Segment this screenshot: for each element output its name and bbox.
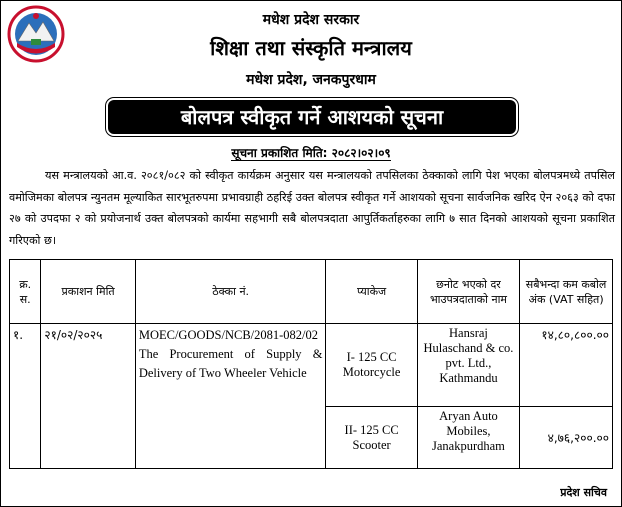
cell-amount-1: १४,८०,८००.०० xyxy=(520,324,613,407)
notice-body: यस मन्त्रालयको आ.व. २०८१/०८२ को स्वीकृत कार्यक्रम अनुसार यस मन्त्रालयको तपसिलका ठेक्काको लागि पेश भएका बोलपत्रमध्ये तपसिल वमोजिमका बोलपत्र न्युनतम मूल्याकित सारभूतरुपमा प्रभावग्राही ठहरिई उक्त बोलपत्र स्वीकृत गर्ने आशयको सूचना सार्वजनिक खरिद ऐन २०६३ को दफा २७ को उपदफा २ को प्रयोजनार्थ उक्त बोलपत्रको कार्यमा सहभागी सबै बोलपत्रदाता आपुर्तिकर्ताहरुका लागि ७ सात दिनको आशयको सूचना प्रकाशित गरिएको छ। xyxy=(9,169,615,247)
cell-package-1: I- 125 CC Motorcycle xyxy=(326,324,417,407)
government-heading: मधेश प्रदेश सरकार xyxy=(262,12,360,28)
location-heading: मधेश प्रदेश, जनकपुरधाम xyxy=(246,72,376,88)
cell-amount-2: ४,७६,२००.०० xyxy=(520,407,613,469)
published-date-text: सूचना प्रकाशित मिति: २०८२।०२।०९ xyxy=(231,146,391,160)
header-bidder: छनोट भएको दर भाउपत्रदाताको नाम xyxy=(417,260,519,324)
cell-bidder-2: Aryan Auto Mobiles, Janakpurdham xyxy=(417,407,519,469)
table-header-row xyxy=(10,260,613,324)
table-row xyxy=(10,324,613,407)
signature-label: प्रदेश सचिव xyxy=(560,486,607,499)
header-package: प्याकेज xyxy=(326,260,417,324)
header-amount: सबैभन्दा कम कबोल अंक (VAT सहित) xyxy=(520,260,613,324)
bid-table xyxy=(9,259,613,469)
header-sn: क्र. स. xyxy=(10,260,41,324)
header-date: प्रकाशन मिति xyxy=(41,260,135,324)
cell-contract: MOEC/GOODS/NCB/2081-082/02 The Procurement of Supply & Delivery of Two Wheeler Vehicle xyxy=(135,324,326,469)
cell-sn: १. xyxy=(10,324,41,469)
ministry-heading: शिक्षा तथा संस्कृति मन्त्रालय xyxy=(210,36,412,60)
cell-date: २१/०२/२०२५ xyxy=(41,324,135,469)
published-date xyxy=(1,144,621,161)
cell-bidder-1: Hansraj Hulaschand & co. pvt. Ltd., Kathmandu xyxy=(417,324,519,407)
cell-package-2: II- 125 CC Scooter xyxy=(326,407,417,469)
notice-title-banner: बोलपत्र स्वीकृत गर्ने आशयको सूचना xyxy=(108,100,516,134)
header-contract: ठेक्का नं. xyxy=(135,260,326,324)
